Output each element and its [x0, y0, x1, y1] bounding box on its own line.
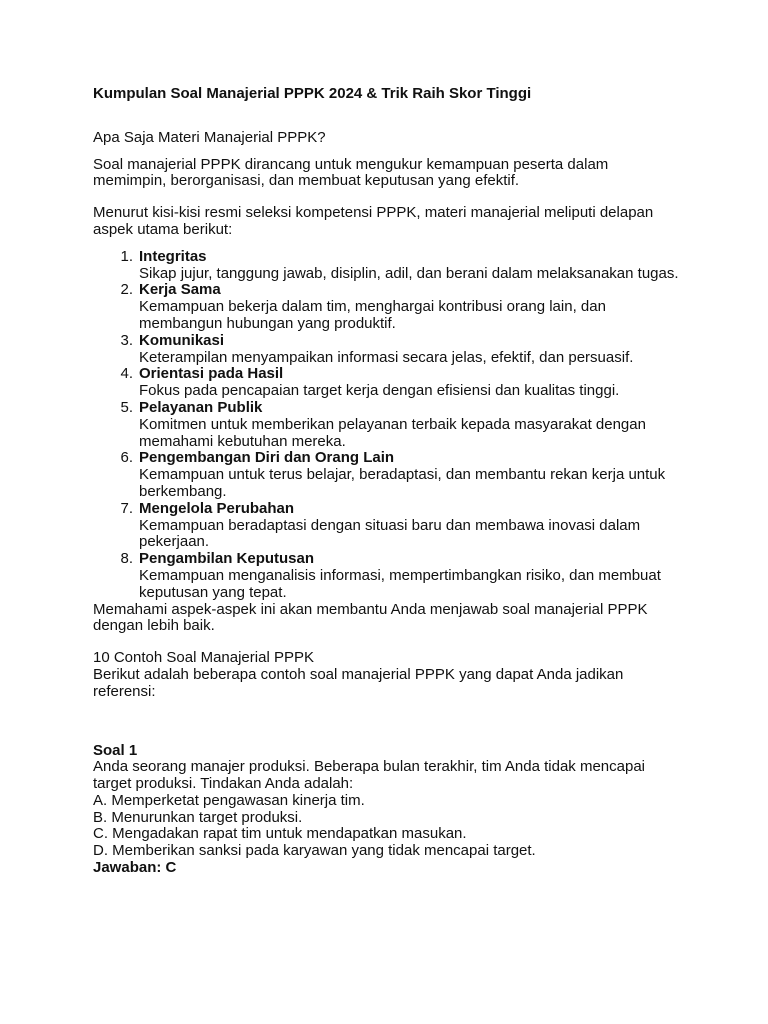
aspect-name: Orientasi pada Hasil [139, 365, 284, 383]
list-item-number: 4. [120, 365, 133, 383]
list-item-number: 6. [120, 449, 133, 467]
section-heading-contoh: 10 Contoh Soal Manajerial PPPK [93, 649, 314, 667]
list-item [93, 551, 683, 601]
aspect-name: Pelayanan Publik [139, 398, 263, 416]
document-title: Kumpulan Soal Manajerial PPPK 2024 & Trik Raih Skor Tinggi [93, 85, 532, 102]
list-item [93, 400, 683, 450]
answer-option-a: A. Memperketat pengawasan kinerja tim. [93, 791, 365, 809]
closing-paragraph: Memahami aspek-aspek ini akan membantu Anda menjawab soal manajerial PPPK dengan lebih baik. [93, 600, 648, 635]
answer-option-d: D. Memberikan sanksi pada karyawan yang tidak mencapai target. [93, 842, 536, 860]
aspect-name: Kerja Sama [139, 281, 221, 299]
question-title: Soal 1 [93, 741, 138, 759]
list-item-number: 7. [120, 499, 133, 517]
list-item [93, 450, 683, 500]
document-page [93, 86, 683, 877]
aspect-name: Pengambilan Keputusan [139, 550, 315, 568]
list-item-number: 5. [120, 398, 133, 416]
answer-option-b: B. Menurunkan target produksi. [93, 808, 303, 826]
question-text: Anda seorang manajer produksi. Beberapa bulan terakhir, tim Anda tidak mencapai target produksi. Tindakan Anda adalah: [93, 758, 646, 793]
contoh-intro-paragraph: Berikut adalah beberapa contoh soal manajerial PPPK yang dapat Anda jadikan referensi: [93, 665, 624, 700]
list-item [93, 366, 683, 400]
list-item-number: 3. [120, 331, 133, 349]
aspect-description: Komitmen untuk memberikan pelayanan terbaik kepada masyarakat dengan memahami kebutuhan mereka. [139, 415, 646, 450]
aspect-name: Integritas [139, 247, 207, 265]
materi-intro-paragraph: Soal manajerial PPPK dirancang untuk mengukur kemampuan peserta dalam memimpin, berorganisasi, dan membuat keputusan yang efektif. [93, 155, 609, 190]
aspect-list [93, 249, 683, 602]
list-item-number: 8. [120, 550, 133, 568]
aspect-description: Keterampilan menyampaikan informasi secara jelas, efektif, dan persuasif. [139, 348, 634, 366]
aspect-name: Mengelola Perubahan [139, 499, 295, 517]
aspect-description: Kemampuan untuk terus belajar, beradaptasi, dan membantu rekan kerja untuk berkembang. [139, 466, 666, 500]
aspect-description: Fokus pada pencapaian target kerja dengan efisiensi dan kualitas tinggi. [139, 382, 620, 400]
answer-option-c: C. Mengadakan rapat tim untuk mendapatkan masukan. [93, 825, 467, 843]
list-item-number: 2. [120, 281, 133, 299]
aspect-description: Kemampuan bekerja dalam tim, menghargai kontribusi orang lain, dan membangun hubungan yang produktif. [139, 298, 606, 332]
aspect-description: Kemampuan menganalisis informasi, mempertimbangkan risiko, dan membuat keputusan yang tepat. [139, 566, 661, 601]
list-item-number: 1. [120, 247, 133, 265]
section-heading-materi: Apa Saja Materi Manajerial PPPK? [93, 128, 326, 146]
answer-key: Jawaban: C [93, 859, 177, 877]
aspect-name: Komunikasi [139, 331, 225, 349]
kisi-kisi-paragraph: Menurut kisi-kisi resmi seleksi kompetensi PPPK, materi manajerial meliputi delapan aspek utama berikut: [93, 204, 654, 238]
aspect-name: Pengembangan Diri dan Orang Lain [139, 449, 395, 467]
list-item [93, 282, 683, 332]
list-item [93, 249, 683, 283]
list-item [93, 333, 683, 367]
aspect-description: Sikap jujur, tanggung jawab, disiplin, adil, dan berani dalam melaksanakan tugas. [139, 264, 679, 282]
list-item [93, 501, 683, 551]
aspect-description: Kemampuan beradaptasi dengan situasi baru dan membawa inovasi dalam pekerjaan. [139, 516, 641, 551]
